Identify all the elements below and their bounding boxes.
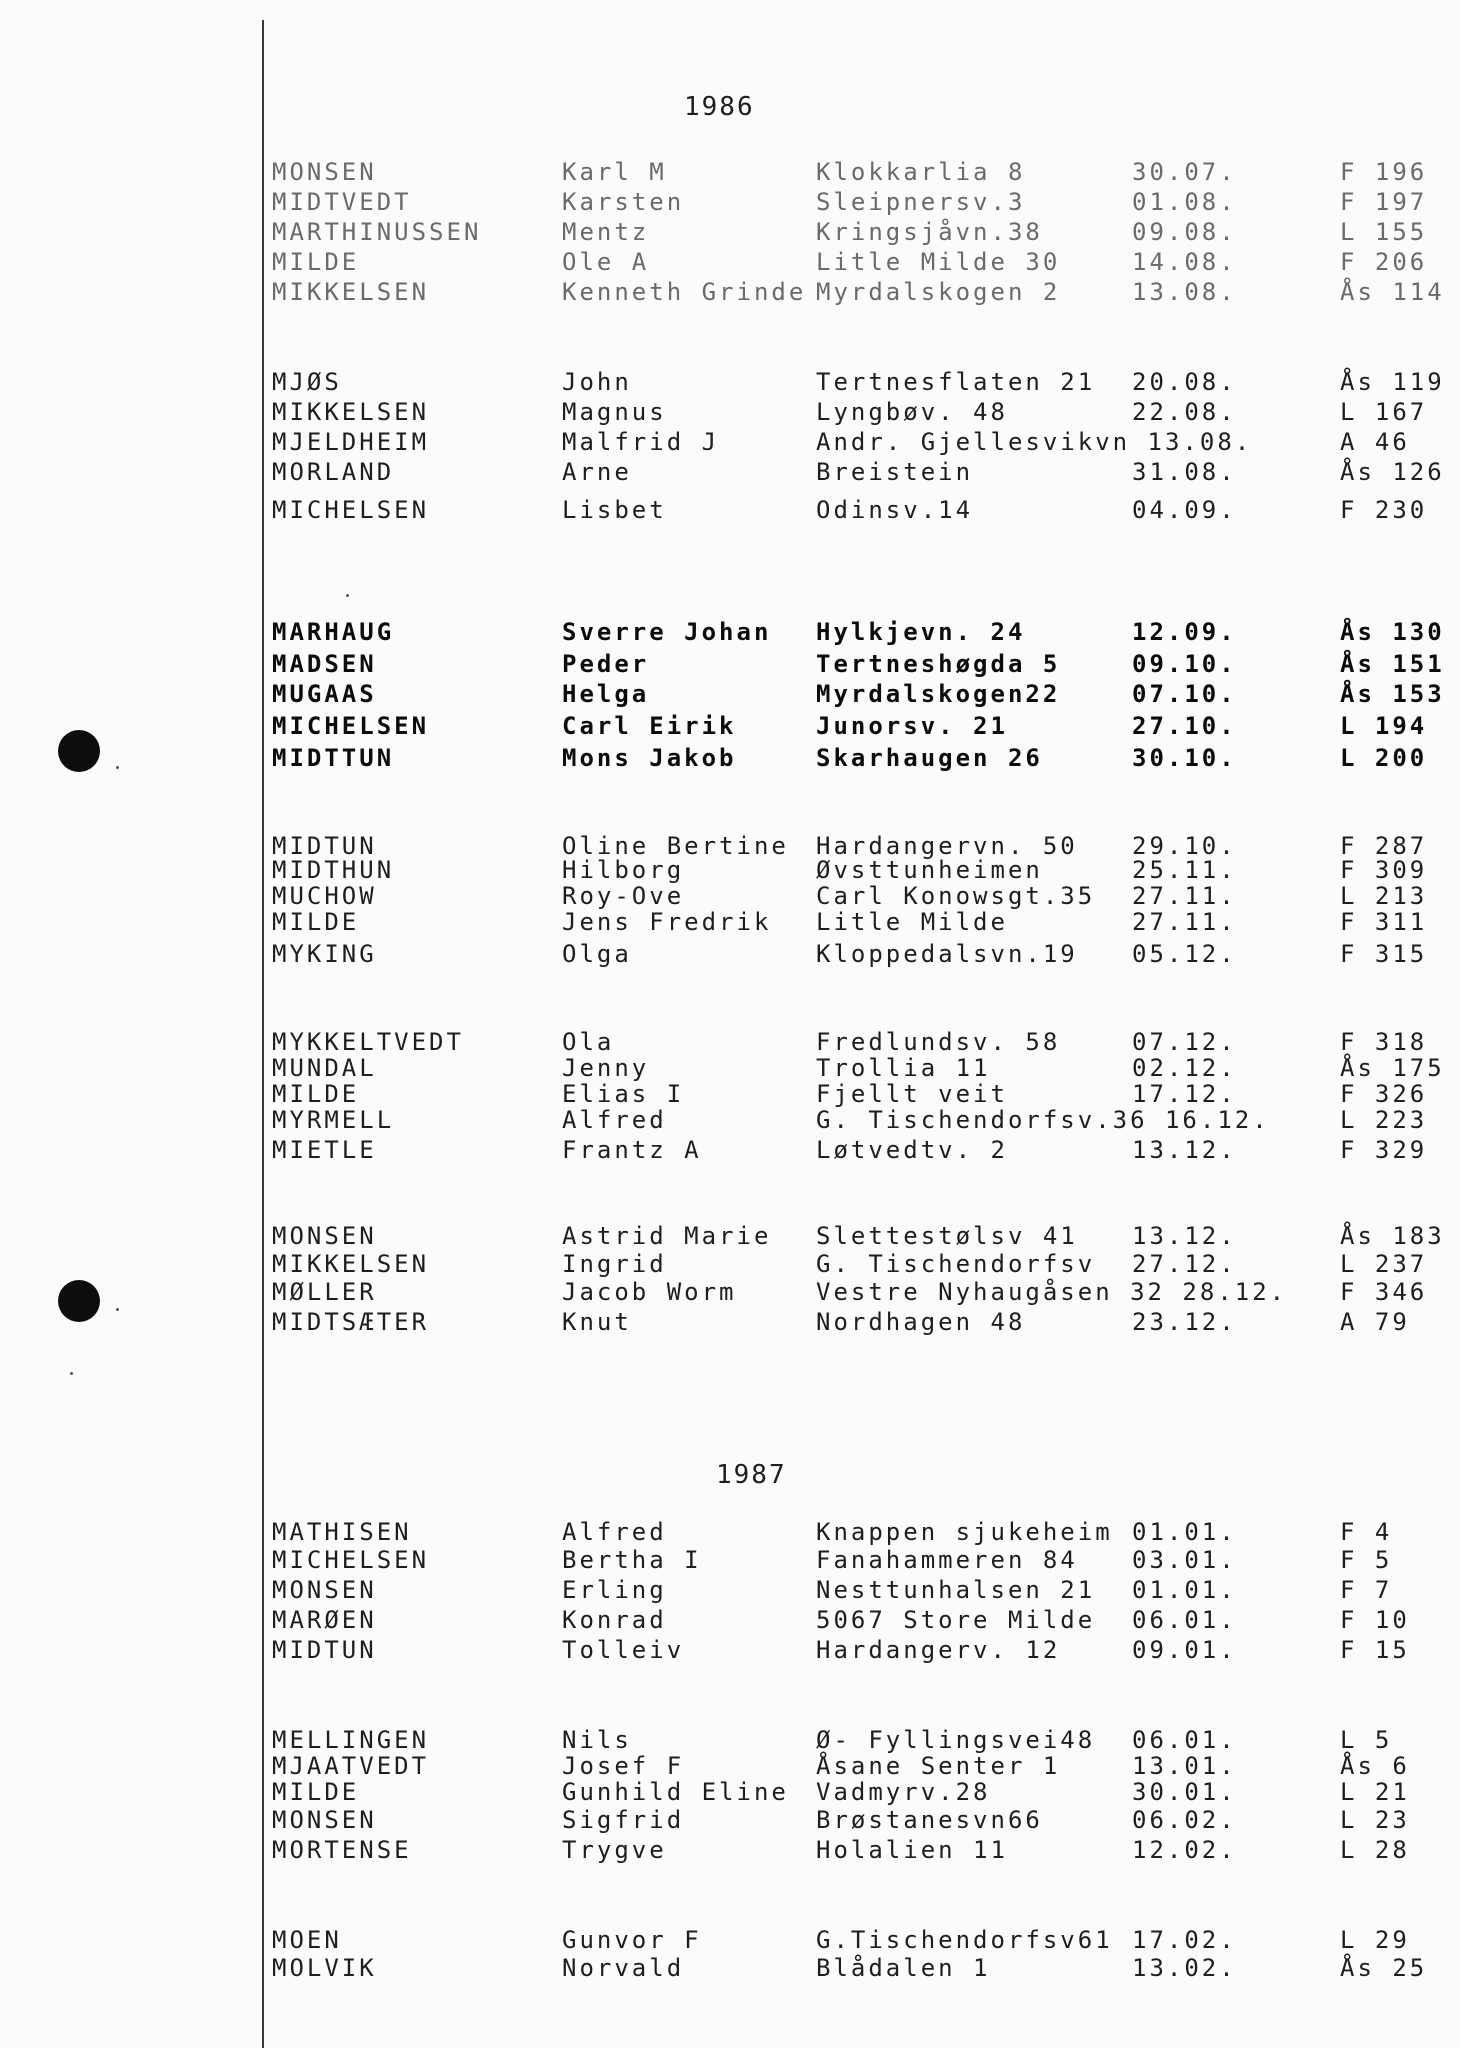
ref-cell: L 28: [1340, 1836, 1410, 1864]
date-cell: 12.09.: [1132, 618, 1237, 646]
address-cell: Fredlundsv. 58: [816, 1028, 1061, 1056]
first-name-cell: Jenny: [562, 1054, 650, 1082]
surname-cell: MARØEN: [272, 1606, 377, 1634]
first-name-cell: Karsten: [562, 188, 685, 216]
year-heading-1987: 1987: [716, 1460, 787, 1490]
register-row: [0, 1576, 1460, 1608]
ref-cell: F 4: [1340, 1518, 1393, 1546]
first-name-cell: Erling: [562, 1576, 667, 1604]
ref-cell: A 46: [1340, 428, 1410, 456]
first-name-cell: Carl Eirik: [562, 712, 737, 740]
surname-cell: MYRMELL: [272, 1106, 395, 1134]
register-row: [0, 458, 1460, 490]
speck: [346, 594, 349, 597]
address-cell: 5067 Store Milde: [816, 1606, 1096, 1634]
surname-cell: MIKKELSEN: [272, 278, 430, 306]
year-heading-1986: 1986: [684, 92, 755, 122]
address-cell: Myrdalskogen22: [816, 680, 1061, 708]
address-cell: Hardangervn. 50: [816, 832, 1078, 860]
first-name-cell: Trygve: [562, 1836, 667, 1864]
first-name-cell: Elias I: [562, 1080, 685, 1108]
address-cell: Brøstanesvn66: [816, 1806, 1043, 1834]
first-name-cell: Roy-Ove: [562, 882, 685, 910]
ref-cell: F 311: [1340, 908, 1428, 936]
first-name-cell: Tolleiv: [562, 1636, 685, 1664]
register-row: [0, 218, 1460, 250]
date-cell: 01.01.: [1132, 1518, 1237, 1546]
ref-cell: L 5: [1340, 1726, 1393, 1754]
first-name-cell: Oline Bertine: [562, 832, 789, 860]
register-row: [0, 650, 1460, 682]
ref-cell: Ås 130: [1340, 618, 1445, 646]
register-row: [0, 940, 1460, 972]
address-cell: Vadmyrv.28: [816, 1778, 991, 1806]
address-cell: Kringsjåvn.38: [816, 218, 1043, 246]
register-row: [0, 1806, 1460, 1838]
date-cell: 02.12.: [1132, 1054, 1237, 1082]
date-cell: 25.11.: [1132, 856, 1237, 884]
address-cell: Myrdalskogen 2: [816, 278, 1061, 306]
surname-cell: MUNDAL: [272, 1054, 377, 1082]
date-cell: 12.02.: [1132, 1836, 1237, 1864]
register-row: [0, 496, 1460, 528]
date-cell: 13.12.: [1132, 1222, 1237, 1250]
address-cell: Skarhaugen 26: [816, 744, 1043, 772]
surname-cell: MIETLE: [272, 1136, 377, 1164]
address-cell: Lyngbøv. 48: [816, 398, 1008, 426]
date-cell: 03.01.: [1132, 1546, 1237, 1574]
register-row: [0, 1954, 1460, 1986]
date-cell: 27.11.: [1132, 908, 1237, 936]
ref-cell: F 206: [1340, 248, 1428, 276]
date-cell: 13.02.: [1132, 1954, 1237, 1982]
surname-cell: MOLVIK: [272, 1954, 377, 1982]
date-cell: 09.10.: [1132, 650, 1237, 678]
address-cell: Vestre Nyhaugåsen 32 28.12.: [816, 1278, 1288, 1306]
date-cell: 20.08.: [1132, 368, 1237, 396]
ref-cell: F 5: [1340, 1546, 1393, 1574]
date-cell: 13.01.: [1132, 1752, 1237, 1780]
surname-cell: MARTHINUSSEN: [272, 218, 482, 246]
ref-cell: L 23: [1340, 1806, 1410, 1834]
ref-cell: F 315: [1340, 940, 1428, 968]
first-name-cell: Gunhild Eline: [562, 1778, 789, 1806]
date-cell: 14.08.: [1132, 248, 1237, 276]
ref-cell: L 194: [1340, 712, 1428, 740]
first-name-cell: Mons Jakob: [562, 744, 737, 772]
ref-cell: F 326: [1340, 1080, 1428, 1108]
address-cell: Tertneshøgda 5: [816, 650, 1061, 678]
register-row: [0, 1106, 1460, 1138]
first-name-cell: Ole A: [562, 248, 650, 276]
first-name-cell: Knut: [562, 1308, 632, 1336]
ref-cell: Ås 175: [1340, 1054, 1445, 1082]
address-cell: Litle Milde: [816, 908, 1008, 936]
address-cell: Ø- Fyllingsvei48: [816, 1726, 1096, 1754]
register-row: [0, 158, 1460, 190]
register-row: [0, 188, 1460, 220]
date-cell: 23.12.: [1132, 1308, 1237, 1336]
surname-cell: MJØS: [272, 368, 342, 396]
first-name-cell: Konrad: [562, 1606, 667, 1634]
ref-cell: L 223: [1340, 1106, 1428, 1134]
register-row: [0, 398, 1460, 430]
address-cell: G. Tischendorfsv.36 16.12.: [816, 1106, 1270, 1134]
date-cell: 13.12.: [1132, 1136, 1237, 1164]
address-cell: Klokkarlia 8: [816, 158, 1026, 186]
surname-cell: MONSEN: [272, 1806, 377, 1834]
first-name-cell: Jens Fredrik: [562, 908, 772, 936]
date-cell: 06.01.: [1132, 1726, 1237, 1754]
first-name-cell: Norvald: [562, 1954, 685, 1982]
surname-cell: MJAATVEDT: [272, 1752, 430, 1780]
ref-cell: F 318: [1340, 1028, 1428, 1056]
ref-cell: F 230: [1340, 496, 1428, 524]
ref-cell: F 309: [1340, 856, 1428, 884]
first-name-cell: Helga: [562, 680, 650, 708]
date-cell: 05.12.: [1132, 940, 1237, 968]
first-name-cell: Kenneth Grinde: [562, 278, 807, 306]
date-cell: 01.08.: [1132, 188, 1237, 216]
register-row: [0, 1308, 1460, 1340]
date-cell: 31.08.: [1132, 458, 1237, 486]
first-name-cell: Astrid Marie: [562, 1222, 772, 1250]
ref-cell: L 237: [1340, 1250, 1428, 1278]
ref-cell: Ås 151: [1340, 650, 1445, 678]
date-cell: 09.01.: [1132, 1636, 1237, 1664]
surname-cell: MONSEN: [272, 158, 377, 186]
first-name-cell: Alfred: [562, 1518, 667, 1546]
address-cell: Løtvedtv. 2: [816, 1136, 1008, 1164]
first-name-cell: Bertha I: [562, 1546, 702, 1574]
surname-cell: MICHELSEN: [272, 712, 430, 740]
address-cell: Kloppedalsvn.19: [816, 940, 1078, 968]
first-name-cell: Alfred: [562, 1106, 667, 1134]
surname-cell: MILDE: [272, 1778, 360, 1806]
date-cell: 07.10.: [1132, 680, 1237, 708]
ref-cell: F 196: [1340, 158, 1428, 186]
register-row: [0, 744, 1460, 776]
surname-cell: MUGAAS: [272, 680, 377, 708]
register-row: [0, 278, 1460, 310]
ref-cell: F 7: [1340, 1576, 1393, 1604]
address-cell: Nordhagen 48: [816, 1308, 1026, 1336]
date-cell: 30.10.: [1132, 744, 1237, 772]
ref-cell: Ås 6: [1340, 1752, 1410, 1780]
register-row: [0, 1546, 1460, 1578]
register-row: [0, 1136, 1460, 1168]
address-cell: Carl Konowsgt.35: [816, 882, 1096, 910]
first-name-cell: Ingrid: [562, 1250, 667, 1278]
first-name-cell: Ola: [562, 1028, 615, 1056]
address-cell: Åsane Senter 1: [816, 1752, 1061, 1780]
ref-cell: F 10: [1340, 1606, 1410, 1634]
address-cell: Fjellt veit: [816, 1080, 1008, 1108]
address-cell: Blådalen 1: [816, 1954, 991, 1982]
ref-cell: Ås 114: [1340, 278, 1445, 306]
surname-cell: MIDTUN: [272, 832, 377, 860]
date-cell: 01.01.: [1132, 1576, 1237, 1604]
ref-cell: Ås 126: [1340, 458, 1445, 486]
date-cell: 04.09.: [1132, 496, 1237, 524]
register-row: [0, 248, 1460, 280]
ref-cell: Ås 119: [1340, 368, 1445, 396]
date-cell: 29.10.: [1132, 832, 1237, 860]
ref-cell: F 15: [1340, 1636, 1410, 1664]
date-cell: 27.12.: [1132, 1250, 1237, 1278]
surname-cell: MATHISEN: [272, 1518, 412, 1546]
date-cell: 27.10.: [1132, 712, 1237, 740]
first-name-cell: Lisbet: [562, 496, 667, 524]
address-cell: Breistein: [816, 458, 974, 486]
date-cell: 27.11.: [1132, 882, 1237, 910]
ref-cell: Ås 25: [1340, 1954, 1428, 1982]
surname-cell: MYKING: [272, 940, 377, 968]
address-cell: Holalien 11: [816, 1836, 1008, 1864]
address-cell: Hylkjevn. 24: [816, 618, 1026, 646]
surname-cell: MIKKELSEN: [272, 1250, 430, 1278]
address-cell: Fanahammeren 84: [816, 1546, 1078, 1574]
surname-cell: MELLINGEN: [272, 1726, 430, 1754]
date-cell: 09.08.: [1132, 218, 1237, 246]
surname-cell: MIDTHUN: [272, 856, 395, 884]
first-name-cell: Sverre Johan: [562, 618, 772, 646]
address-cell: Odinsv.14: [816, 496, 974, 524]
ref-cell: L 167: [1340, 398, 1428, 426]
register-row: [0, 1636, 1460, 1668]
ref-cell: Ås 183: [1340, 1222, 1445, 1250]
address-cell: Slettestølsv 41: [816, 1222, 1078, 1250]
first-name-cell: Josef F: [562, 1752, 685, 1780]
surname-cell: MORLAND: [272, 458, 395, 486]
ref-cell: L 213: [1340, 882, 1428, 910]
surname-cell: MØLLER: [272, 1278, 377, 1306]
date-cell: 17.12.: [1132, 1080, 1237, 1108]
register-row: [0, 618, 1460, 650]
surname-cell: MONSEN: [272, 1222, 377, 1250]
first-name-cell: Gunvor F: [562, 1926, 702, 1954]
register-row: [0, 1836, 1460, 1868]
first-name-cell: Mentz: [562, 218, 650, 246]
first-name-cell: Arne: [562, 458, 632, 486]
surname-cell: MIKKELSEN: [272, 398, 430, 426]
date-cell: 13.08.: [1132, 278, 1237, 306]
surname-cell: MYKKELTVEDT: [272, 1028, 464, 1056]
ref-cell: L 155: [1340, 218, 1428, 246]
surname-cell: MICHELSEN: [272, 1546, 430, 1574]
surname-cell: MIDTSÆTER: [272, 1308, 430, 1336]
address-cell: G.Tischendorfsv61: [816, 1926, 1113, 1954]
ref-cell: F 329: [1340, 1136, 1428, 1164]
address-cell: Litle Milde 30: [816, 248, 1061, 276]
first-name-cell: Malfrid J: [562, 428, 720, 456]
register-row: [0, 712, 1460, 744]
surname-cell: MIDTUN: [272, 1636, 377, 1664]
date-cell: 07.12.: [1132, 1028, 1237, 1056]
ref-cell: Ås 153: [1340, 680, 1445, 708]
first-name-cell: Nils: [562, 1726, 632, 1754]
ref-cell: F 197: [1340, 188, 1428, 216]
date-cell: 22.08.: [1132, 398, 1237, 426]
first-name-cell: John: [562, 368, 632, 396]
first-name-cell: Olga: [562, 940, 632, 968]
date-cell: 30.07.: [1132, 158, 1237, 186]
register-row: [0, 1606, 1460, 1638]
address-cell: Junorsv. 21: [816, 712, 1008, 740]
surname-cell: MARHAUG: [272, 618, 395, 646]
surname-cell: MILDE: [272, 1080, 360, 1108]
first-name-cell: Sigfrid: [562, 1806, 685, 1834]
register-row: [0, 368, 1460, 400]
address-cell: Hardangerv. 12: [816, 1636, 1061, 1664]
address-cell: Trollia 11: [816, 1054, 991, 1082]
register-row: [0, 428, 1460, 460]
surname-cell: MONSEN: [272, 1576, 377, 1604]
date-cell: 30.01.: [1132, 1778, 1237, 1806]
date-cell: 17.02.: [1132, 1926, 1237, 1954]
first-name-cell: Magnus: [562, 398, 667, 426]
first-name-cell: Frantz A: [562, 1136, 702, 1164]
address-cell: Tertnesflaten 21: [816, 368, 1096, 396]
ref-cell: L 29: [1340, 1926, 1410, 1954]
address-cell: Sleipnersv.3: [816, 188, 1026, 216]
surname-cell: MILDE: [272, 908, 360, 936]
ref-cell: F 346: [1340, 1278, 1428, 1306]
surname-cell: MILDE: [272, 248, 360, 276]
surname-cell: MADSEN: [272, 650, 377, 678]
ref-cell: L 21: [1340, 1778, 1410, 1806]
speck: [70, 1372, 73, 1375]
surname-cell: MICHELSEN: [272, 496, 430, 524]
first-name-cell: Hilborg: [562, 856, 685, 884]
surname-cell: MIDTVEDT: [272, 188, 412, 216]
address-cell: Øvsttunheimen: [816, 856, 1043, 884]
surname-cell: MJELDHEIM: [272, 428, 430, 456]
surname-cell: MORTENSE: [272, 1836, 412, 1864]
register-row: [0, 680, 1460, 712]
address-cell: Knappen sjukeheim: [816, 1518, 1113, 1546]
date-cell: 06.02.: [1132, 1806, 1237, 1834]
ref-cell: F 287: [1340, 832, 1428, 860]
register-row: [0, 908, 1460, 940]
register-row: [0, 1278, 1460, 1310]
address-cell: Andr. Gjellesvikvn 13.08.: [816, 428, 1253, 456]
date-cell: 06.01.: [1132, 1606, 1237, 1634]
first-name-cell: Peder: [562, 650, 650, 678]
surname-cell: MOEN: [272, 1926, 342, 1954]
ref-cell: L 200: [1340, 744, 1428, 772]
first-name-cell: Karl M: [562, 158, 667, 186]
surname-cell: MIDTTUN: [272, 744, 395, 772]
address-cell: Nesttunhalsen 21: [816, 1576, 1096, 1604]
surname-cell: MUCHOW: [272, 882, 377, 910]
address-cell: G. Tischendorfsv: [816, 1250, 1096, 1278]
first-name-cell: Jacob Worm: [562, 1278, 737, 1306]
ref-cell: A 79: [1340, 1308, 1410, 1336]
